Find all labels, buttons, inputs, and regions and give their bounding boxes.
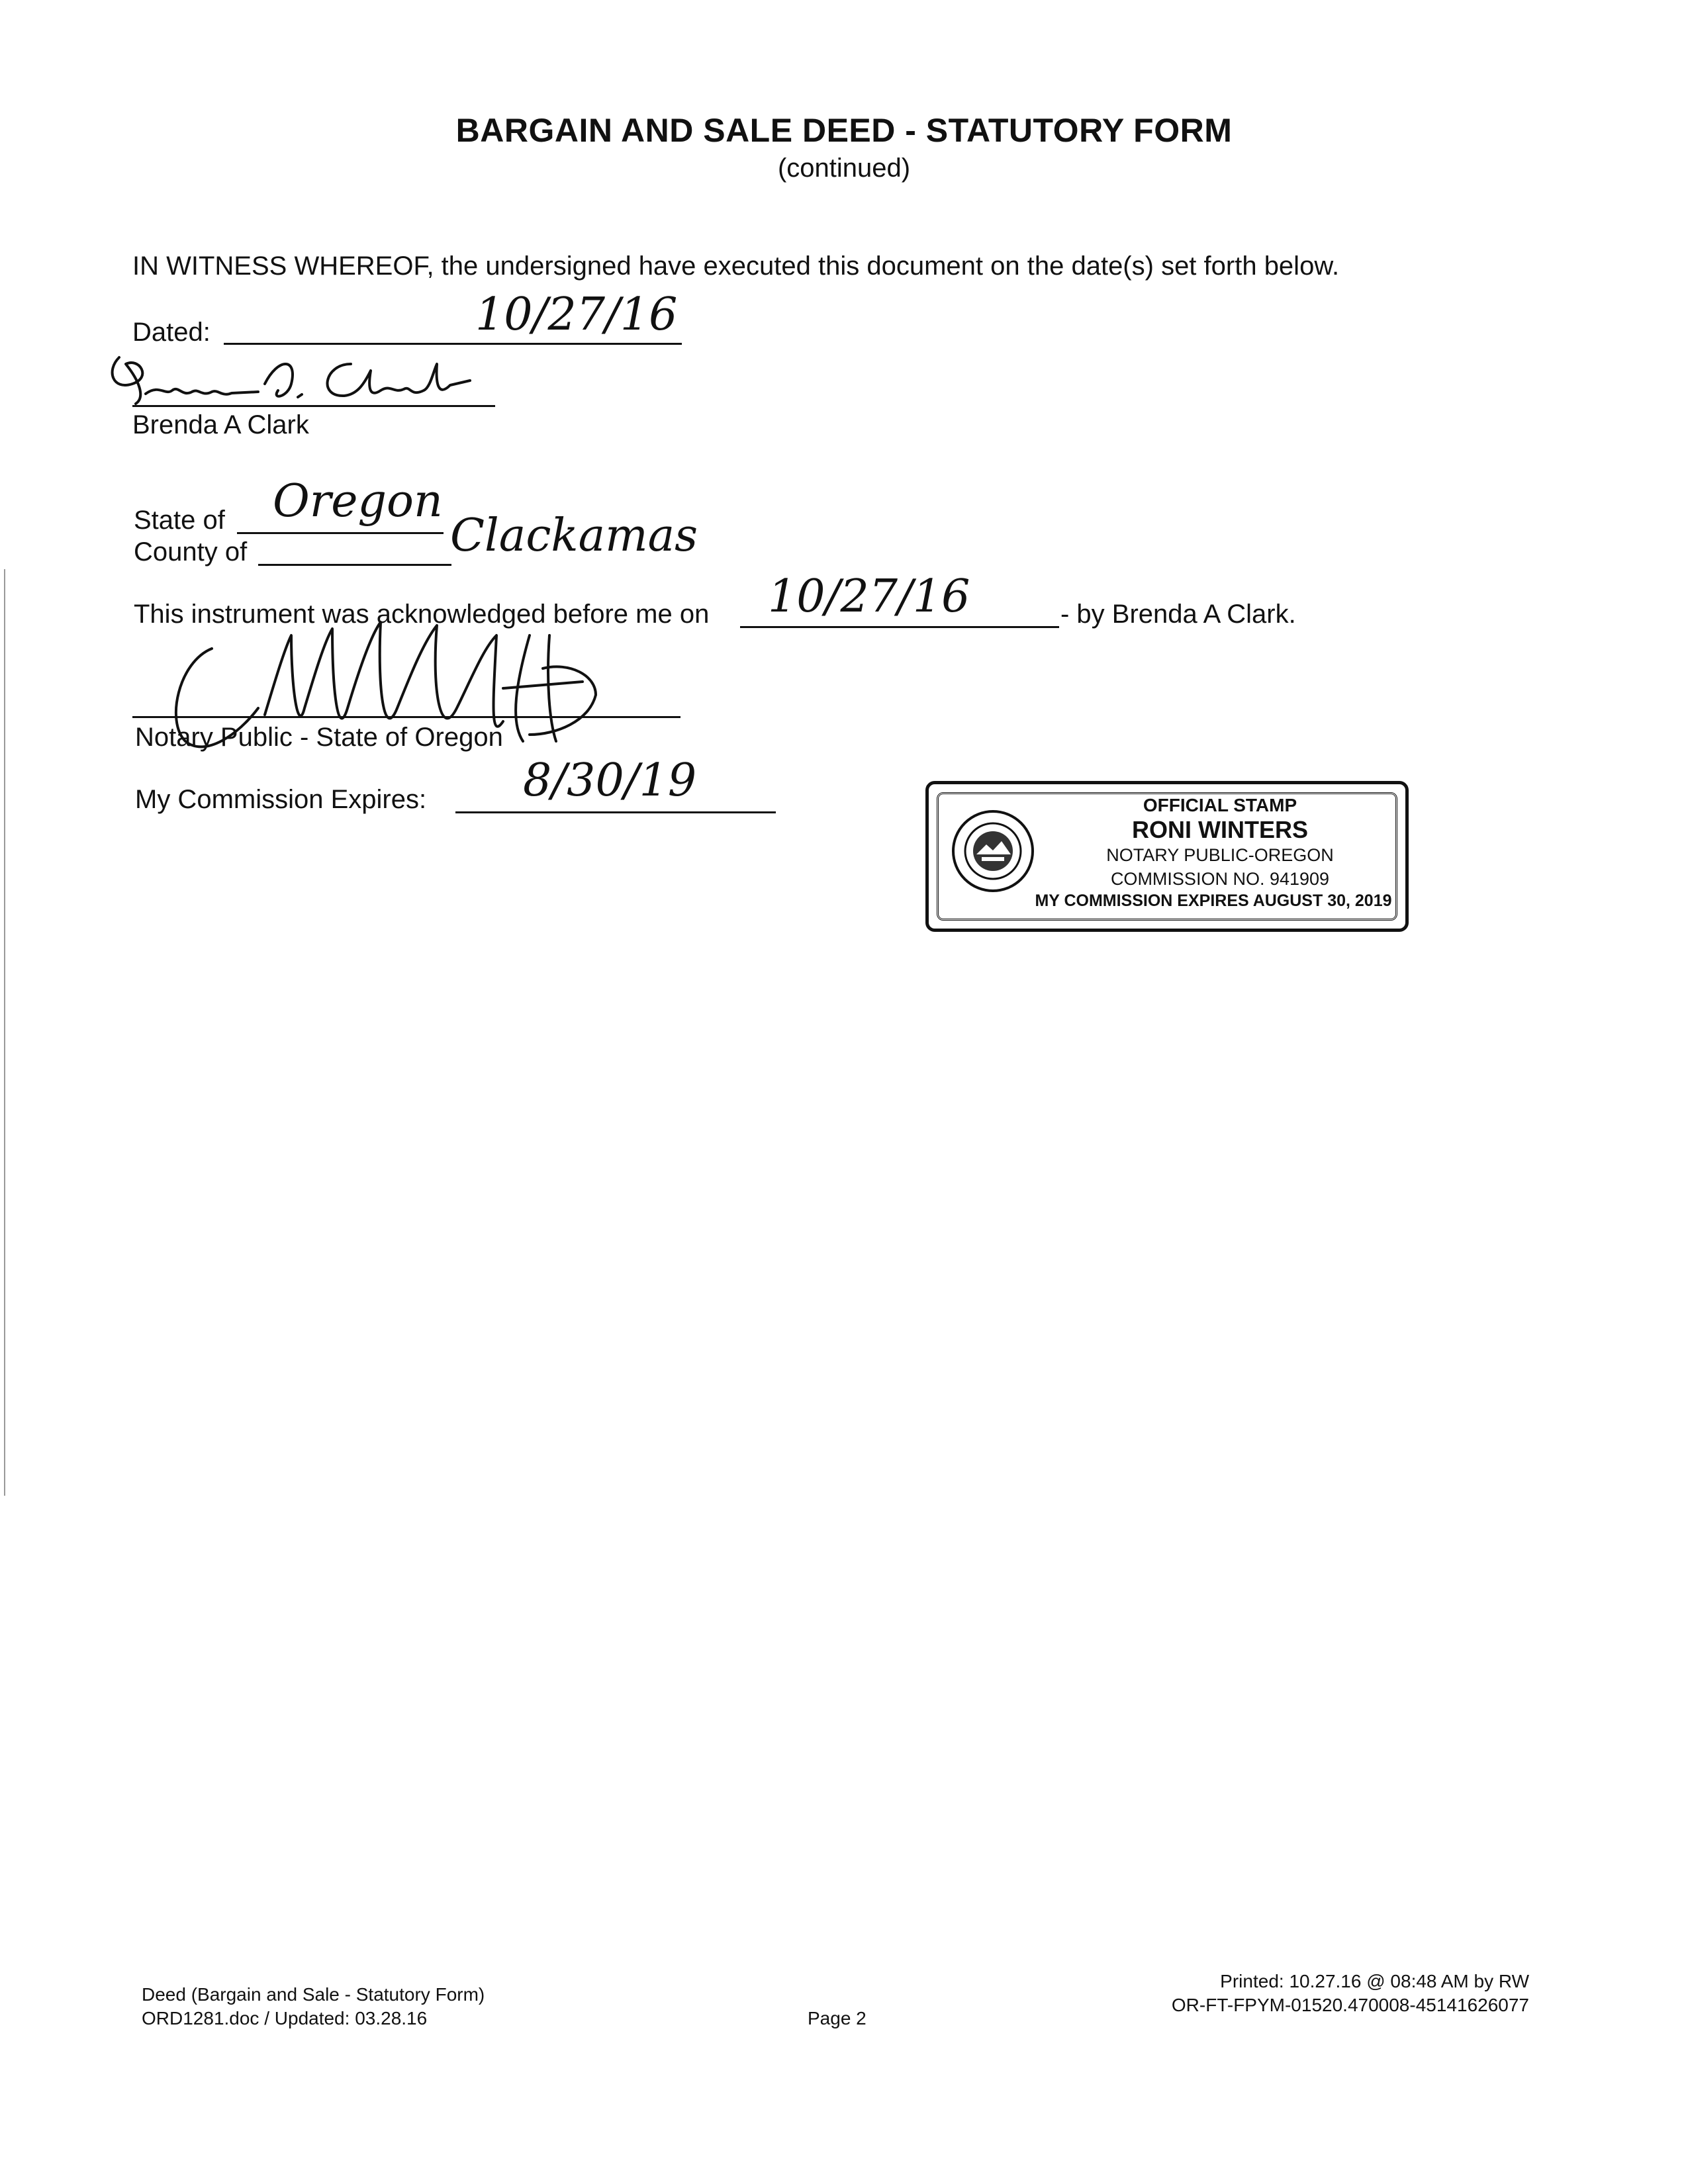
footer-doc-id: ORD1281.doc / Updated: 03.28.16 bbox=[142, 2008, 428, 2028]
stamp-commission-number: COMMISSION NO. 941909 bbox=[1110, 869, 1330, 889]
footer-form-name: Deed (Bargain and Sale - Statutory Form) bbox=[142, 1984, 485, 2005]
footer-page-number: Page 2 bbox=[808, 2008, 867, 2028]
grantor-name: Brenda A Clark bbox=[132, 410, 309, 439]
document-title: BARGAIN AND SALE DEED - STATUTORY FORM bbox=[455, 112, 1233, 149]
document-subtitle: (continued) bbox=[777, 154, 911, 183]
footer-printed-info: Printed: 10.27.16 @ 08:48 AM by RW bbox=[1220, 1971, 1529, 1991]
oregon-state-seal-icon bbox=[950, 808, 1036, 894]
stamp-commission-expiry: MY COMMISSION EXPIRES AUGUST 30, 2019 bbox=[1035, 891, 1392, 910]
official-notary-stamp bbox=[925, 781, 1409, 932]
county-line bbox=[258, 564, 451, 566]
acknowledgment-signer: - by Brenda A Clark. bbox=[1060, 600, 1296, 629]
county-handwritten-value: Clackamas bbox=[450, 510, 698, 562]
footer-right bbox=[1172, 1970, 1529, 2017]
witness-statement: IN WITNESS WHEREOF, the undersigned have executed this document on the date(s) set forth below. bbox=[132, 251, 1340, 281]
dated-handwritten-value: 10/27/16 bbox=[475, 289, 678, 341]
state-line bbox=[237, 532, 444, 534]
acknowledgment-date-line bbox=[740, 626, 1059, 628]
notary-title: Notary Public - State of Oregon bbox=[135, 723, 503, 752]
scan-edge-mark bbox=[4, 569, 5, 1496]
commission-expires-line bbox=[455, 811, 776, 813]
stamp-notary-public: NOTARY PUBLIC-OREGON bbox=[1106, 845, 1334, 865]
acknowledgment-text: This instrument was acknowledged before me on bbox=[134, 600, 710, 629]
commission-expires-handwritten-date: 8/30/19 bbox=[523, 754, 697, 807]
notary-signature-line bbox=[132, 716, 680, 718]
state-handwritten-value: Oregon bbox=[273, 475, 443, 527]
footer-left bbox=[142, 1983, 485, 2030]
grantor-signature-line bbox=[132, 405, 495, 407]
dated-label: Dated: bbox=[132, 318, 211, 347]
county-label: County of bbox=[134, 537, 248, 567]
stamp-heading: OFFICIAL STAMP bbox=[1143, 795, 1297, 815]
footer-order-number: OR-FT-FPYM-01520.470008-45141626077 bbox=[1171, 1995, 1529, 2015]
state-label: State of bbox=[134, 506, 225, 535]
commission-expires-label: My Commission Expires: bbox=[135, 785, 427, 814]
acknowledgment-handwritten-date: 10/27/16 bbox=[768, 570, 970, 623]
stamp-notary-name: RONI WINTERS bbox=[1132, 816, 1308, 843]
